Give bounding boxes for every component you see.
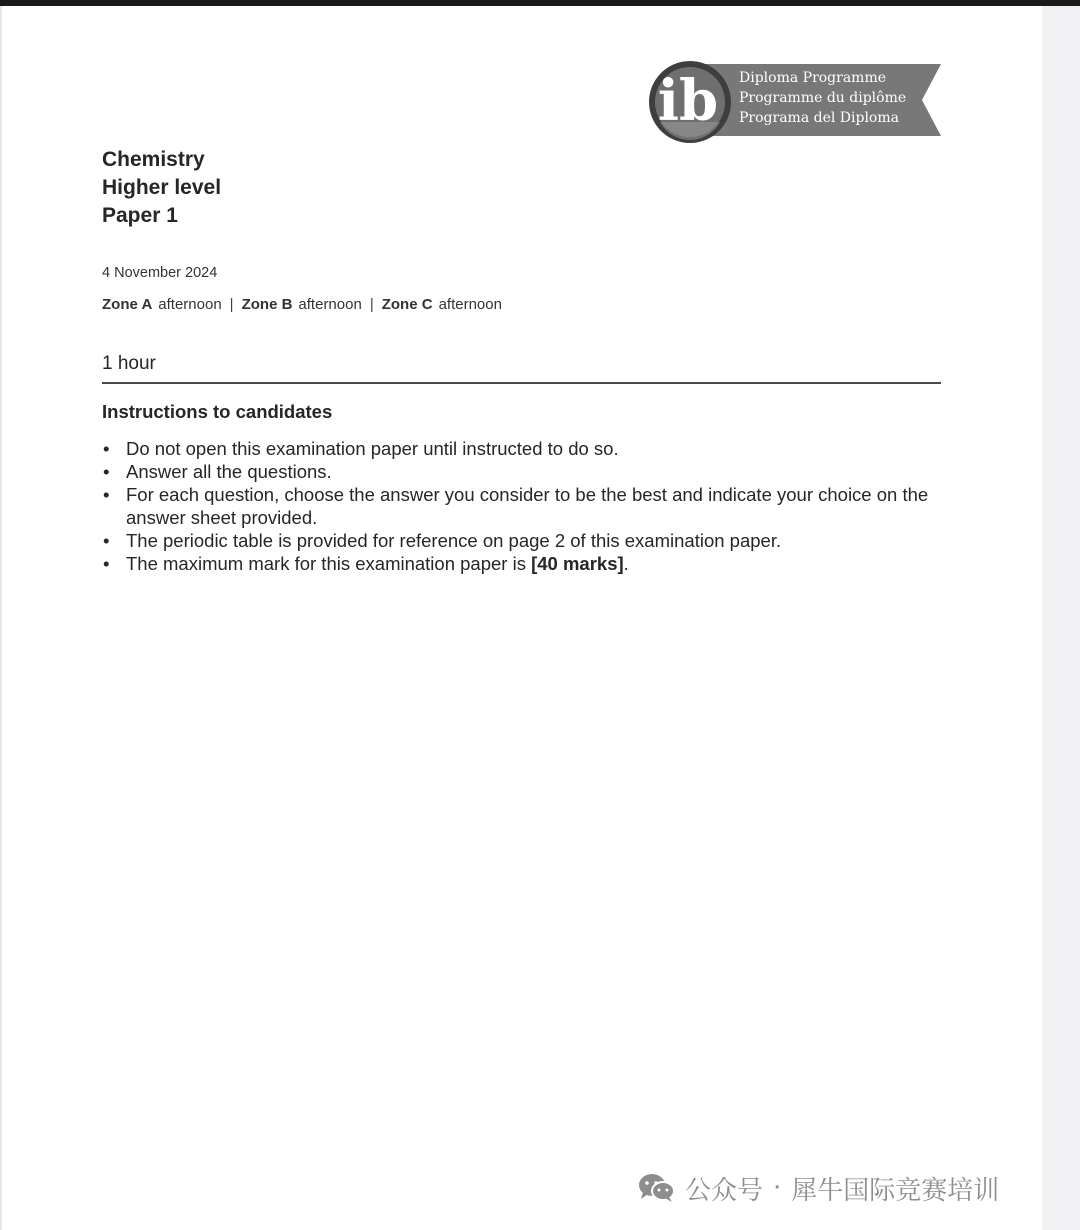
instructions-list bbox=[102, 437, 932, 575]
max-marks: [40 marks] bbox=[531, 553, 624, 574]
bullet-icon: • bbox=[103, 530, 110, 551]
subject-title: Chemistry bbox=[102, 148, 205, 171]
level-title: Higher level bbox=[102, 176, 222, 199]
ib-logo-line-es: Programa del Diploma bbox=[739, 110, 899, 126]
instruction-item bbox=[102, 552, 932, 575]
zone-b-label: Zone B bbox=[241, 296, 293, 313]
bullet-icon: • bbox=[103, 461, 110, 482]
zone-a-time: afternoon bbox=[158, 296, 222, 313]
zone-separator: | bbox=[369, 296, 374, 313]
instruction-text: Answer all the questions. bbox=[126, 461, 332, 482]
watermark-account-name: 犀牛国际竞赛培训 bbox=[791, 1175, 1000, 1206]
bullet-icon: • bbox=[103, 438, 110, 459]
bullet-icon: • bbox=[103, 553, 110, 574]
zone-c-label: Zone C bbox=[381, 296, 433, 313]
ib-logo-letters: ib bbox=[657, 68, 719, 134]
wechat-icon bbox=[637, 1172, 677, 1204]
account-watermark bbox=[637, 1170, 999, 1206]
instruction-item bbox=[102, 437, 932, 460]
time-zones bbox=[102, 296, 502, 313]
instruction-text-suffix: . bbox=[623, 553, 629, 574]
watermark-separator: · bbox=[773, 1173, 782, 1203]
instruction-text: For each question, choose the answer you consider to be the best and indicate your choice on the answer sheet provided. bbox=[126, 484, 929, 528]
horizontal-rule bbox=[102, 382, 941, 384]
ib-logo-line-fr: Programme du diplôme bbox=[739, 90, 907, 106]
instruction-item bbox=[102, 529, 932, 552]
zone-a-label: Zone A bbox=[102, 296, 153, 313]
ib-logo-line-en: Diploma Programme bbox=[739, 70, 887, 86]
watermark-account-label: 公众号 bbox=[685, 1175, 764, 1206]
zone-b-time: afternoon bbox=[298, 296, 362, 313]
instruction-text: Do not open this examination paper until instructed to do so. bbox=[126, 438, 619, 459]
ib-logo-text bbox=[739, 68, 906, 128]
instructions-heading: Instructions to candidates bbox=[102, 401, 333, 422]
viewer-scroll-gutter[interactable] bbox=[1042, 6, 1080, 1230]
paper-title: Paper 1 bbox=[102, 204, 178, 227]
bullet-icon: • bbox=[103, 484, 110, 505]
ib-diploma-logo bbox=[646, 60, 942, 144]
zone-separator: | bbox=[229, 296, 234, 313]
instruction-item bbox=[102, 460, 932, 483]
exam-title bbox=[102, 146, 221, 230]
instruction-text-prefix: The maximum mark for this examination paper is bbox=[126, 553, 532, 574]
instruction-item bbox=[102, 483, 932, 529]
instruction-text: The periodic table is provided for reference on page 2 of this examination paper. bbox=[126, 530, 782, 551]
zone-c-time: afternoon bbox=[438, 296, 502, 313]
exam-date: 4 November 2024 bbox=[102, 265, 218, 281]
exam-duration: 1 hour bbox=[102, 353, 156, 374]
